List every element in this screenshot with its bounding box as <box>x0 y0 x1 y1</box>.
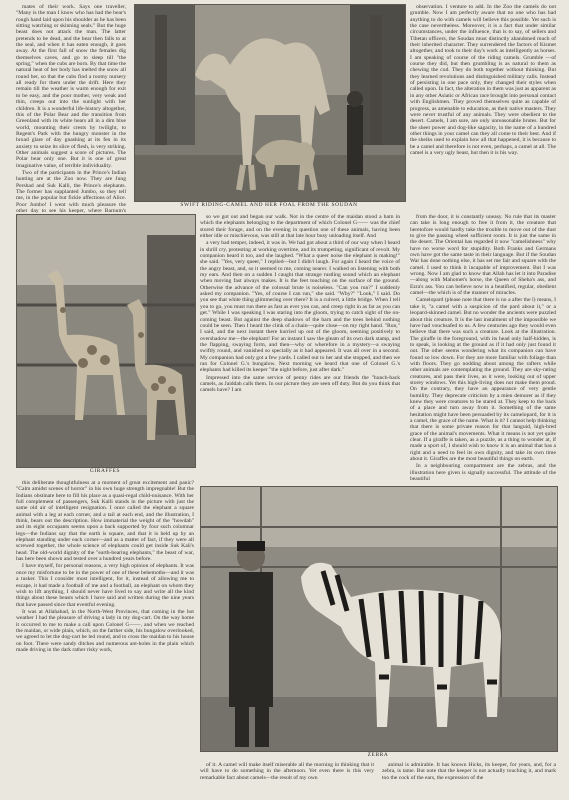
text-column-left-top <box>16 4 126 214</box>
camel-photo <box>134 4 406 202</box>
paragraph: this deliberate thoughtfulness at a moment of great excitement and panic? "Calm amidst scenes of horror" in his own huge strength impregnable! But the Indians obstinate here to fill his place as a quasi-regal child-nuisance. With her full complement of passengers, Suk Kalli stands in the picture with just the same old air of intelligent resignation. I once called the elephant a square animal with a leg at each corner, and a tail at each end, and the illustration, I think, bears out the description. How immaterial the weight of the "howdah" and its eight occupants seems upon a back supported by four such columnar legs—the Indians say that the earth is square, and that it is held up by an elephant standing under each corner—and as a matter of fact, if they were all screwed together, the whole science of elephants could get inside Suk Kali's head. The old-world dignity of the "earth-bearing elephants," the beast of war, has here been shown and tested over a hundred years before. <box>16 480 194 563</box>
paragraph: Camelopard (please note that there is no a after the l) means, I take it, "a camel with a suspicion of the pard about it," or a leopard-skinned camel. But no wonder the ancients were puzzled about this creature. It is the last instalment of the impossible we have had vouchsafed to us. A few centuries ago they would even believe that there was such a creature. Look at the illustration. The giraffe in the foreground, with its head only half-hidden, is to speak, is looking at the ground as if it had only just found it out. The other seems wondering what its companion can have found so low down. For they are more familiar with foliage than with floors. They go nodding about among the rafters while other animals are contemplating the ground. They are sky-rating creatures, and pass their lives, as it were, looking out of upper storey windows. Yet this high-living does not make them proud. On the contrary, they have an appearance of very gentle humility. They deprecate criticism by a mien demurer as if they knew they were creatures to be stared at. They keep to the back of a place and turn away from it. Something of the same hesitation might have been persuaded by its camelopard, for it is a camel, the grace of the name. What is it? I cannot help thinking that there is some private reason for that languid, high-bred grace of the animal's movements. What it means is not yet quite clear. If a giraffe is taken, as a puzzle, as a thing to wonder at, if made a sport of, I should wish to know it is an animal that has a right and a need to feel its own dignity, and take its own time about it. Giraffes are the most beautiful things on earth. <box>410 297 556 463</box>
paragraph: Two of the participants in the Prince's Indian hunting are at the Zoo now. They are Jung Pershad and Suk Kalli, the Prince's elephants. The former has supplanted Jumbo, so they tell me, in the popular but fickle affections of Alice. Poor Jumbo! I went with much pleasure the other day to see his keeper, where Barnum's <box>16 169 126 214</box>
zebra-caption: ZEBRA <box>367 752 389 758</box>
paragraph: mates of their work. Says one traveller, "Many is the man I know who has had the bear's rough hand laid upon his shoulder as he has been sitting watching or skinning seals." But the huge beast does not attack the man. The latter pretends to be dead, and the bear then falls to at the seal, and when it has eaten enough, it goes away. At the first fall of snow the females dig themselves caves, and go to sleep till "the spring," when the cubs are born. By that time the natural heat of her body has melted the snow all round her, so that the cubs find a roomy nursery all ready for them under the drift. Here they remain till the weather is warm enough for exit to be easy, and the poor mother, very weak and thin, creeps out into the sunlight with her children. It is a wonderful life-history altogether, this of the Polar Bear and the transition from Greenland with its white bears all in a dim blue world, mounting their crests by twilight, to Regent's Park with the hungry monster in the broad glare of day gnashing at its fen in its anxiety to seize its slice of flesh, is very striking. Other animals suggest a score of pictures. The Polar bear only one. But it is one of great imaginative value, of terrible individuality. <box>16 4 126 169</box>
paragraph: animal is admirable. It has known Hicks, its keeper, for years, and, for a zebra, is tame. But note that the keeper is not actually touching it, and mark too the cock of the ears, the expression of the <box>382 762 556 781</box>
giraffes-photo <box>16 214 196 468</box>
zebra-photo <box>200 486 558 752</box>
paragraph: observation. I venture to add. In the Zoo the camels do not grumble. Now I am perfectly aware that no one who has had anything to do with camels will believe this possible. Yet such is the case nevertheless. Moreover, it is a fact that under similar circumstances, under the influence, that is to say, of sellers and Tibetan officers, the Soudan must distinctly abandoned much of their inherited character. They surrendered the factors of Kismet altogether, and took to their day's work as intelligently as horses. I am speaking of course of the riding camels. Grumble —of course they did, but then grumbling is as natural to them as chewing the cud. They do both together without thinking. But they learned revolutions and distinguished military calls. Instead of persisting in one pace only, they changed their styles when called upon. In fact, the alteration in them was just as apparent as in any other Asiatic or African race brought into personal contact with Englishmen. They proved themselves quite as capable of progress, as amenable to education, as their native masters. They were never trustful of any animals. They were obedient to the desert. Camels, I am sure, are only unreasonable brutes. But for the sheer power and dog-like sagacity, in the name of a hundred other things in your camel can they all come to their best. And if the sheiks used to explain how all that happened, it is because to be a camel and therefore is not even, perhaps, a camel at all. The camel is a very ugly beast, but then it is his way. <box>410 4 557 156</box>
paragraph: from the door, it is constantly uneasy. No rule that its master can take is long enough to free it from it, the creature that heretofore would hardly take the trouble to move out of the dust to give the passing wheel sufficient room. It is just the same in the desert. The Oriental has regarded it now "camelishness" why have no worse word for stupidity. Both Franks and Germans own have got the same taste in their language. But if the Soudan War has done nothing else, it has set me fair and square with the camel. I used to think it incapable of improvement. But I was wrong. Now I am glad to know that Allah has let it into Paradise—along with Mahomet's horse, the Queen of Sheba's ass, and Ezra's ass. You can believe now in a beatified, regular, obedient camel—the which is of the manner of miracles. <box>410 214 556 297</box>
text-column-middle <box>200 214 400 480</box>
paragraph: so we got out and began our walk. Not in the centre of the maidan stood a barn in which the elephants belonging to the department of which Colonel G—— was the chief stored their forage, and on the evening in question one of these animals, having been either idle or mischievous, was still at that late hour busy unloading itself. And <box>200 214 400 240</box>
text-column-right-middle <box>410 214 556 483</box>
text-column-bottom-right <box>382 762 556 796</box>
camel-caption: SWIFT RIDING-CAMEL AND HER FOAL FROM THE SOUDAN <box>180 202 358 208</box>
paragraph: of it. A camel will make itself miserable all the morning in thinking that it will have to do something in the afternoon. Yet even there is this very remarkable fact about camels—the result of my own <box>200 762 374 781</box>
text-column-bottom-middle <box>200 762 374 796</box>
text-column-left-bottom <box>16 480 194 792</box>
paragraph: I have myself, for personal reasons, a very high opinion of elephants. It was once my misfortune to be in the power of one of these behemoths—and it was a tusker. This I consider most intelligent, for it, instead of allowing me to escape, it had made a football of me and a football, an elephant on whom they wish to lift anything, I should never have lived to say and write all the kind things about these beasts which I have said and written during the nine years that have passed since that eventful evening. <box>16 563 194 608</box>
paragraph: It was at Allahabad, in the North-West Provinces, that coming in the hot weather I had the pleasure of driving a lady in my dog-cart. On the way home it occurred to me to make a call upon Colonel G——, and when we reached the maidan, or wide plain, which, on the farther side, his bungalow overlooked, we agreed to let the dog-cart be led round, and to cross the maidan to his house on foot. There were sandy ditches and numerous ant-holes in the plain which made driving in the dark rather risky work, <box>16 608 194 653</box>
giraffes-caption: GIRAFFES <box>89 468 121 474</box>
text-column-right-top <box>410 4 556 200</box>
paragraph: Impressed into the same service of penny rides are our friends the "hunch-back camels, as Jaiddah calls them. In our picture they are seen off duty. But do you think that camels have? I am <box>200 374 400 394</box>
paragraph: In a neighbouring compartment are the zebras, and the illustration here given is signally successful. The attitude of the beautiful <box>410 463 556 483</box>
paragraph: a very bad temper, indeed, it was in. We had got about a third of our way when I heard in shrill cry, protesting at working overtime, and its trumpeting, significant of revolt. My companion heard it too, and she laughed. "What a queer noise the elephant is making!" she said. "Yes, very queer," I replied—but I didn't laugh. For again I heard the voice of the angry beast, and, so it seemed to me, coming nearer. I walked on listening with both my ears. And then on a sudden I caught that strange rustling sound which an elephant when moving fast always makes. It is the feet touching on the surface of the ground. Otherwise the advance of the colossal brute is noiseless. "Can you run?" I suddenly asked my companion. "Yes, of course I can run," she said. "Why?" "Look," I said. Do you see that white thing glimmering over there? It is a culvert, a little bridge. When I tell you to go, you must run there as fast as ever you can, and creep right in as far as you can get." While I was speaking I was staring into the gloom, trying to catch sight of the on-coming beast. But against the deep shadows of the barn and the trees behind nothing could be seen. Then I heard the clink of a chain—quite close—on my right hand. "Run," I said, and the next instant there hurried up out of the gloom, seeming positively to overshadow me—the elephant! For an instant I saw the gleam of its own dark stamp, and the flapping, swaying form, and then—why or wherefore in a mystery—a swaying swiftly round, and vanished so specially as it had appeared. It was all over in a second. My companion had only got a few yards. I called out to her and she stopped, and then we ran for Colonel G.'s bungalow. Next morning we heard that one of Colonel G.'s elephants had killed its keeper "the night before, just after dark." <box>200 240 400 374</box>
